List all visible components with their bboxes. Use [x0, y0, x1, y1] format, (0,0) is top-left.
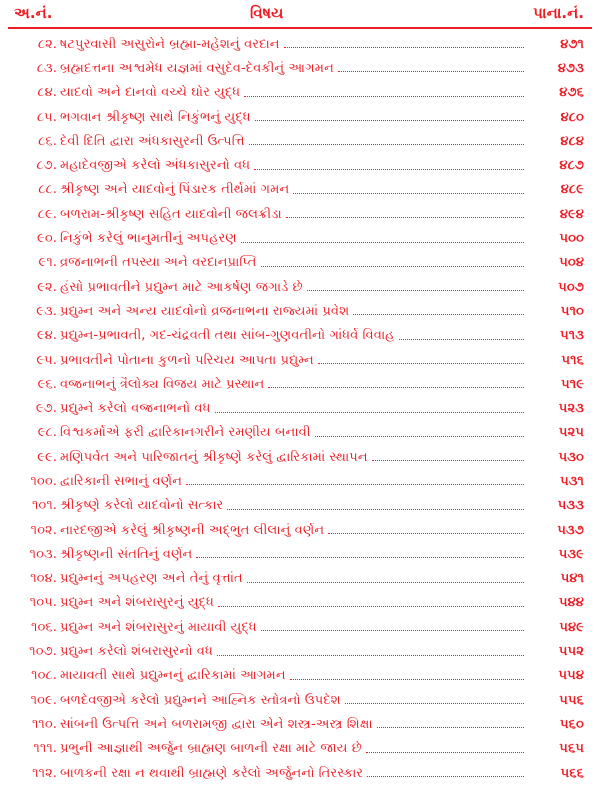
- item-number: ૧૧૦.: [31, 716, 57, 732]
- item-number: ૧૦૩.: [29, 546, 57, 562]
- item-page-number: ૫૧૩: [560, 328, 584, 344]
- dot-leader: [261, 629, 524, 631]
- item-page-number: ૪૭૩: [557, 60, 584, 76]
- dot-leader: [315, 435, 524, 437]
- item-title: પ્રભાવતીને પોતાના કુળનો પરિચય આપતા પ્રદ્યુમ્ન: [60, 352, 314, 368]
- item-title: પ્રદ્યુમ્ન અને શંબરાસુરનું માયાવી યુદ્ધ: [60, 619, 257, 635]
- list-item: [0, 32, 600, 56]
- item-page-number: ૫૪૪: [558, 595, 584, 611]
- dot-leader: [372, 459, 524, 461]
- dot-leader: [338, 70, 524, 72]
- contents-list: [0, 32, 600, 785]
- item-page-number: ૫૬૬: [560, 765, 584, 781]
- dot-leader: [399, 338, 524, 340]
- item-page-number: ૫૧૯: [561, 376, 584, 392]
- item-page-number: ૫૬૫: [559, 741, 584, 757]
- item-number: ૯૩.: [36, 303, 57, 319]
- list-item: [0, 251, 600, 275]
- item-title: સાંબની ઉત્પત્તિ અને બળરામજી દ્વારા એને શસ્ત્ર-અસ્ત્ર શિક્ષા: [60, 716, 373, 732]
- item-title: પ્રદ્યુમ્ન કરેલો શંબરાસુરનો વધ: [60, 644, 213, 660]
- list-item: [0, 348, 600, 372]
- item-title: વ્રજનાભની તપસ્યા અને વરદાનપ્રાપ્તિ: [60, 255, 257, 271]
- dot-leader: [254, 168, 524, 170]
- list-item: [0, 761, 600, 785]
- item-title: બ્રહ્મદત્તના અશ્વમેધ યજ્ઞમાં વસુદેવ-દેવકીનું આગમન: [60, 60, 334, 76]
- item-title: પ્રભુની આજ્ઞાથી અર્જુન બ્રાહ્મણ બાળની રક્ષા માટે જાય છે: [60, 741, 362, 757]
- item-number: ૧૦૨.: [30, 522, 57, 538]
- list-item: [0, 445, 600, 469]
- item-title: દેવી દિતિ દ્વારા અંધકાસુરની ઉત્પત્તિ: [60, 133, 245, 149]
- item-page-number: ૪૮૦: [560, 109, 584, 125]
- item-title: બળરામ-શ્રીકૃષ્ણ સહિત યાદવોની જલક્રીડા: [60, 206, 282, 222]
- list-item: [0, 688, 600, 712]
- list-item: [0, 324, 600, 348]
- item-number: ૮૯.: [37, 206, 57, 222]
- list-item: [0, 105, 600, 129]
- column-header-page: પાના.નં.: [533, 4, 584, 22]
- item-number: ૧૦૯.: [30, 692, 57, 708]
- item-title: માયાવતી સાથે પ્રદ્યુમ્નનું દ્વારિકામાં આગમન: [60, 668, 286, 684]
- item-number: ૮૬.: [38, 133, 57, 149]
- item-number: ૧૦૦.: [30, 473, 57, 489]
- item-page-number: ૫૧૦: [560, 303, 584, 319]
- item-number: ૯૮.: [37, 425, 57, 441]
- item-number: ૯૫.: [36, 352, 57, 368]
- item-number: ૯૭.: [35, 401, 57, 417]
- item-title: વજ્રનાભનું ત્રૈલોક્ય વિજય માટે પ્રસ્થાન: [60, 376, 265, 392]
- dot-leader: [284, 46, 524, 48]
- item-number: ૧૧૨.: [32, 765, 57, 781]
- item-page-number: ૫૦૪: [559, 255, 584, 271]
- item-number: ૮૭.: [36, 158, 57, 174]
- item-title: મહાદેવજીએ કરેલો અંધકાસુરનો વધ: [60, 158, 251, 174]
- item-number: ૯૨.: [37, 279, 57, 295]
- item-title: પ્રદ્યુમ્નનું અપહરણ અને તેનું વૃત્તાંત: [60, 571, 243, 587]
- item-title: દ્વારિકાની સભાનું વર્ણન: [60, 473, 183, 489]
- item-page-number: ૫૦૭: [558, 279, 584, 295]
- item-title: નિકુંભે કરેલું ભાનુમતીનું અપહરણ: [60, 231, 237, 247]
- dot-leader: [268, 386, 524, 388]
- item-page-number: ૪૮૯: [560, 182, 584, 198]
- item-number: ૧૦૭.: [29, 644, 57, 660]
- item-title: પ્રદ્યુમ્ને કરેલો વજ્રનાભનો વધ: [60, 401, 211, 417]
- item-page-number: ૫૫૪: [558, 668, 584, 684]
- dot-leader: [290, 678, 524, 680]
- item-number: ૮૩.: [36, 60, 57, 76]
- list-item: [0, 299, 600, 323]
- item-number: ૯૬.: [37, 376, 57, 392]
- list-item: [0, 712, 600, 736]
- item-page-number: ૫૩૩: [557, 498, 584, 514]
- dot-leader: [367, 775, 524, 777]
- item-page-number: ૫૪૧: [560, 571, 584, 587]
- item-number: ૧૦૧.: [31, 498, 57, 514]
- item-title: બળદેવજીએ કરેલો પ્રદ્યુમ્નને આહ્નિક સ્તોત્રનો ઉપદેશ: [60, 692, 341, 708]
- item-number: ૧૦૬.: [31, 619, 57, 635]
- item-title: મણિપર્વત અને પારિજાતનું શ્રીકૃષ્ણે કરેલું દ્વારિકામાં સ્થાપન: [60, 449, 368, 465]
- dot-leader: [255, 119, 524, 121]
- dot-leader: [307, 289, 524, 291]
- list-item: [0, 275, 600, 299]
- list-item: [0, 591, 600, 615]
- list-item: [0, 202, 600, 226]
- item-number: ૯૯.: [37, 449, 57, 465]
- item-title: શ્રીકૃષ્ણની સંતતિનું વર્ણન: [60, 546, 193, 562]
- list-item: [0, 664, 600, 688]
- item-number: ૧૦૮.: [31, 668, 57, 684]
- list-item: [0, 372, 600, 396]
- list-item: [0, 129, 600, 153]
- dot-leader: [286, 216, 524, 218]
- item-title: નારદજીએ કરેલું શ્રીકૃષ્ણની અદ્ભુત લીલાનું વર્ણન: [60, 522, 325, 538]
- item-title: પ્રદ્યુમ્ન અને શંબરાસુરનું યુદ્ધ: [60, 595, 214, 611]
- item-number: ૯૪.: [36, 328, 57, 344]
- list-item: [0, 567, 600, 591]
- dot-leader: [227, 508, 524, 510]
- item-number: ૧૦૪.: [30, 571, 57, 587]
- item-page-number: ૫૬૦: [560, 716, 584, 732]
- item-number: ૮૫.: [36, 109, 57, 125]
- dot-leader: [241, 241, 524, 243]
- list-item: [0, 226, 600, 250]
- dot-leader: [196, 556, 524, 558]
- list-item: [0, 421, 600, 445]
- item-number: ૯૦.: [37, 231, 57, 247]
- item-title: બાળકની રક્ષા ન થવાથી બ્રાહ્મણે કરેલો અર્જુનનો તિરસ્કાર: [60, 765, 364, 781]
- list-item: [0, 81, 600, 105]
- list-item: [0, 396, 600, 420]
- dot-leader: [244, 95, 524, 97]
- item-title: ભગવાન શ્રીકૃષ્ણ સાથે નિકુંભનું યુદ્ધ: [60, 109, 251, 125]
- item-number: ૮૪.: [37, 85, 57, 101]
- item-title: ષટપુરવાસી અસુરોને બ્રહ્મા-મહેશનું વરદાન: [60, 36, 280, 52]
- list-item: [0, 153, 600, 177]
- list-item: [0, 542, 600, 566]
- dot-leader: [217, 654, 524, 656]
- item-page-number: ૫૩૧: [560, 473, 584, 489]
- item-page-number: ૫૩૯: [558, 546, 584, 562]
- item-page-number: ૫૫૬: [559, 692, 584, 708]
- list-item: [0, 639, 600, 663]
- list-item: [0, 737, 600, 761]
- item-number: ૯૧.: [38, 255, 57, 271]
- dot-leader: [377, 726, 524, 728]
- header-divider: [8, 27, 592, 29]
- item-title: શ્રીકૃષ્ણે કરેલો યાદવોનો સત્કાર: [60, 498, 224, 514]
- item-number: ૮૮.: [38, 182, 57, 198]
- item-title: પ્રદ્યુમ્ન-પ્રભાવતી, ગદ-ચંદ્રવતી તથા સાંબ-ગુણવતીનો ગાંધર્વ વિવાહ: [60, 328, 395, 344]
- item-page-number: ૫૫૨: [558, 644, 584, 660]
- item-title: હંસો પ્રભાવતીને પ્રદ્યુમ્ન માટે આકર્ષણ જગાડે છે: [60, 279, 303, 295]
- dot-leader: [186, 483, 524, 485]
- item-page-number: ૪૭૬: [559, 85, 584, 101]
- item-number: ૧૧૧.: [33, 741, 57, 757]
- list-item: [0, 518, 600, 542]
- item-title: શ્રીકૃષ્ણ અને યાદવોનું પિંડારક તીર્થમાં ગમન: [60, 182, 290, 198]
- dot-leader: [318, 362, 524, 364]
- dot-leader: [218, 605, 524, 607]
- table-header: [0, 0, 600, 26]
- dot-leader: [328, 532, 524, 534]
- item-page-number: ૪૮૭: [559, 158, 584, 174]
- dot-leader: [261, 265, 524, 267]
- item-title: વિશ્વકર્માએ ફરી દ્વારિકાનગરીને રમણીય બનાવી: [60, 425, 311, 441]
- item-page-number: ૫૪૯: [559, 619, 584, 635]
- item-number: ૮૨.: [37, 36, 57, 52]
- item-page-number: ૫૩૦: [558, 449, 584, 465]
- item-title: યાદવો અને દાનવો વચ્ચે ઘોર યુદ્ધ: [60, 85, 241, 101]
- item-page-number: ૫૨૩: [558, 401, 584, 417]
- list-item: [0, 178, 600, 202]
- item-number: ૧૦૫.: [29, 595, 57, 611]
- item-page-number: ૫૩૭: [557, 522, 584, 538]
- item-page-number: ૫૦૦: [559, 231, 584, 247]
- item-page-number: ૫૨૫: [558, 425, 584, 441]
- item-page-number: ૪૯૪: [559, 206, 584, 222]
- list-item: [0, 615, 600, 639]
- list-item: [0, 56, 600, 80]
- dot-leader: [353, 313, 524, 315]
- column-header-topic: વિષય: [250, 4, 284, 22]
- dot-leader: [345, 702, 524, 704]
- dot-leader: [366, 751, 524, 753]
- item-page-number: ૪૭૧: [560, 36, 584, 52]
- item-page-number: ૫૧૬: [561, 352, 584, 368]
- dot-leader: [215, 411, 524, 413]
- dot-leader: [293, 192, 524, 194]
- item-page-number: ૪૮૪: [560, 133, 584, 149]
- dot-leader: [247, 581, 524, 583]
- dot-leader: [249, 143, 524, 145]
- item-title: પ્રદ્યુમ્ન અને અન્ય યાદવોનો વ્રજનાભના રાજ્યમાં પ્રવેશ: [60, 303, 350, 319]
- list-item: [0, 494, 600, 518]
- list-item: [0, 469, 600, 493]
- column-header-number: અ.નં.: [14, 4, 53, 22]
